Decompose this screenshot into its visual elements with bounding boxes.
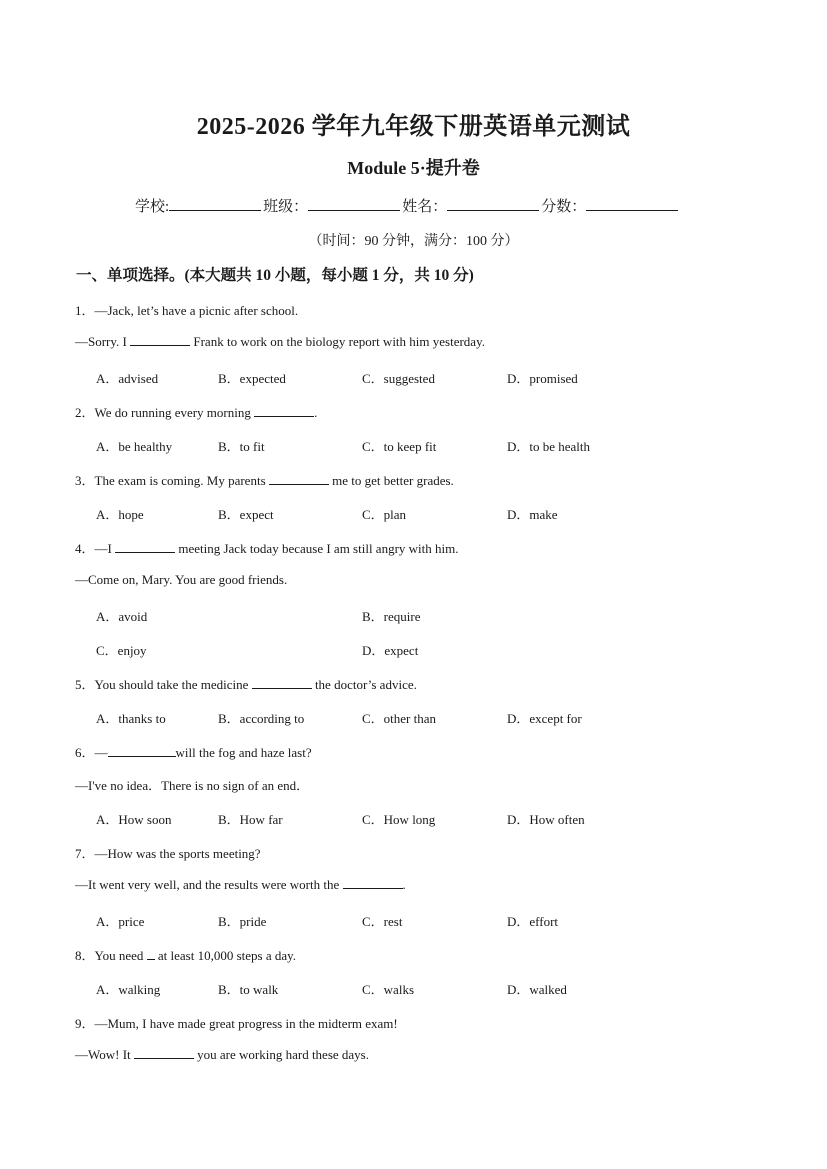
name-blank[interactable] [447, 196, 539, 211]
q4-option-c[interactable]: C．enjoy [96, 643, 147, 658]
text-segment: 6．— [75, 745, 108, 760]
text-segment: —Sorry. I [75, 334, 131, 349]
q1-option-d[interactable]: D．promised [507, 371, 578, 386]
answer-blank [252, 677, 312, 689]
q7-option-d[interactable]: D．effort [507, 914, 559, 929]
q3-option-a[interactable]: A．hope [96, 507, 144, 522]
class-label: 班级： [263, 199, 309, 215]
question-1-response [75, 334, 485, 350]
q4-option-a[interactable]: A．avoid [96, 609, 148, 624]
q3-option-b[interactable]: B．expect [218, 507, 274, 522]
q2-option-d[interactable]: D．to be health [507, 439, 591, 454]
question-4-stem [75, 538, 459, 557]
section-heading: 一、单项选择。(本大题共 10 小题，每小题 1 分，共 10 分) [76, 267, 474, 284]
answer-blank [108, 745, 176, 757]
text-segment: . [402, 877, 406, 892]
q8-option-a[interactable]: A．walking [96, 982, 161, 997]
answer-blank [130, 334, 190, 346]
text-segment: at least 10,000 steps a day. [154, 948, 297, 963]
text-segment: 2．We do running every morning [75, 405, 255, 420]
text-segment: 8．You need [75, 948, 147, 963]
q5-option-a[interactable]: A．thanks to [96, 711, 166, 726]
school-blank[interactable] [169, 196, 261, 211]
q8-option-b[interactable]: B．to walk [218, 982, 279, 997]
q6-option-d[interactable]: D．How often [507, 812, 585, 827]
time-note: （时间：90 分钟，满分：100 分） [308, 234, 519, 249]
q3-option-c[interactable]: C．plan [362, 507, 407, 522]
answer-blank [343, 877, 403, 889]
q7-option-c[interactable]: C．rest [362, 914, 403, 929]
q5-option-d[interactable]: D．except for [507, 711, 582, 726]
q2-option-c[interactable]: C．to keep fit [362, 439, 437, 454]
text-segment: meeting Jack today because I am still angry with him. [175, 541, 459, 556]
page-title: 2025-2026 学年九年级下册英语单元测试 [196, 114, 631, 140]
answer-blank [115, 541, 175, 553]
text-segment: Frank to work on the biology report with him yesterday. [190, 334, 485, 349]
q3-option-d[interactable]: D．make [507, 507, 558, 522]
question-6-response: —I've no idea．There is no sign of an end． [75, 778, 310, 793]
text-segment: the doctor’s advice. [311, 677, 417, 692]
question-2-stem [75, 402, 317, 421]
q2-option-b[interactable]: B．to fit [218, 439, 265, 454]
score-label: 分数： [541, 199, 587, 215]
text-segment: 3．The exam is coming. My parents [75, 473, 269, 488]
question-8-stem [75, 945, 296, 964]
page-subtitle: Module 5·提升卷 [347, 158, 480, 178]
question-3-stem [75, 470, 454, 489]
q5-option-c[interactable]: C．other than [362, 711, 437, 726]
question-7-stem: 7．—How was the sports meeting? [75, 846, 261, 861]
question-5-stem [75, 674, 417, 693]
text-segment: me to get better grades. [328, 473, 454, 488]
q4-option-d[interactable]: D．expect [362, 643, 419, 658]
answer-blank [254, 405, 314, 417]
text-segment: 5．You should take the medicine [75, 677, 252, 692]
name-label: 姓名： [402, 199, 448, 215]
question-1-stem: 1．—Jack, let’s have a picnic after school. [75, 303, 299, 318]
q7-option-a[interactable]: A．price [96, 914, 145, 929]
q6-option-b[interactable]: B．How far [218, 812, 283, 827]
q4-option-b[interactable]: B．require [362, 609, 421, 624]
student-info-row [135, 195, 680, 216]
q1-option-a[interactable]: A．advised [96, 371, 159, 386]
text-segment: you are working hard these days. [193, 1047, 369, 1062]
text-segment: 4．—I [75, 541, 116, 556]
q2-option-a[interactable]: A．be healthy [96, 439, 173, 454]
q6-option-c[interactable]: C．How long [362, 812, 436, 827]
q6-option-a[interactable]: A．How soon [96, 812, 172, 827]
question-6-stem [75, 742, 312, 761]
school-label: 学校: [135, 199, 170, 215]
score-blank[interactable] [586, 196, 678, 211]
text-segment: . [314, 405, 318, 420]
q7-option-b[interactable]: B．pride [218, 914, 267, 929]
q1-option-c[interactable]: C．suggested [362, 371, 435, 386]
question-9-response [75, 1047, 369, 1063]
q1-option-b[interactable]: B．expected [218, 371, 286, 386]
answer-blank [269, 473, 329, 485]
class-blank[interactable] [308, 196, 400, 211]
q8-option-d[interactable]: D．walked [507, 982, 567, 997]
answer-blank [147, 948, 155, 960]
q5-option-b[interactable]: B．according to [218, 711, 305, 726]
text-segment: —It went very well, and the results were worth the [75, 877, 343, 892]
text-segment: will the fog and haze last? [175, 745, 312, 760]
question-9-stem: 9．—Mum, I have made great progress in the midterm exam! [75, 1016, 398, 1031]
q8-option-c[interactable]: C．walks [362, 982, 415, 997]
answer-blank [134, 1047, 194, 1059]
question-7-response [75, 877, 406, 893]
text-segment: —Wow! It [75, 1047, 134, 1062]
question-4-response: —Come on, Mary. You are good friends. [75, 572, 288, 587]
